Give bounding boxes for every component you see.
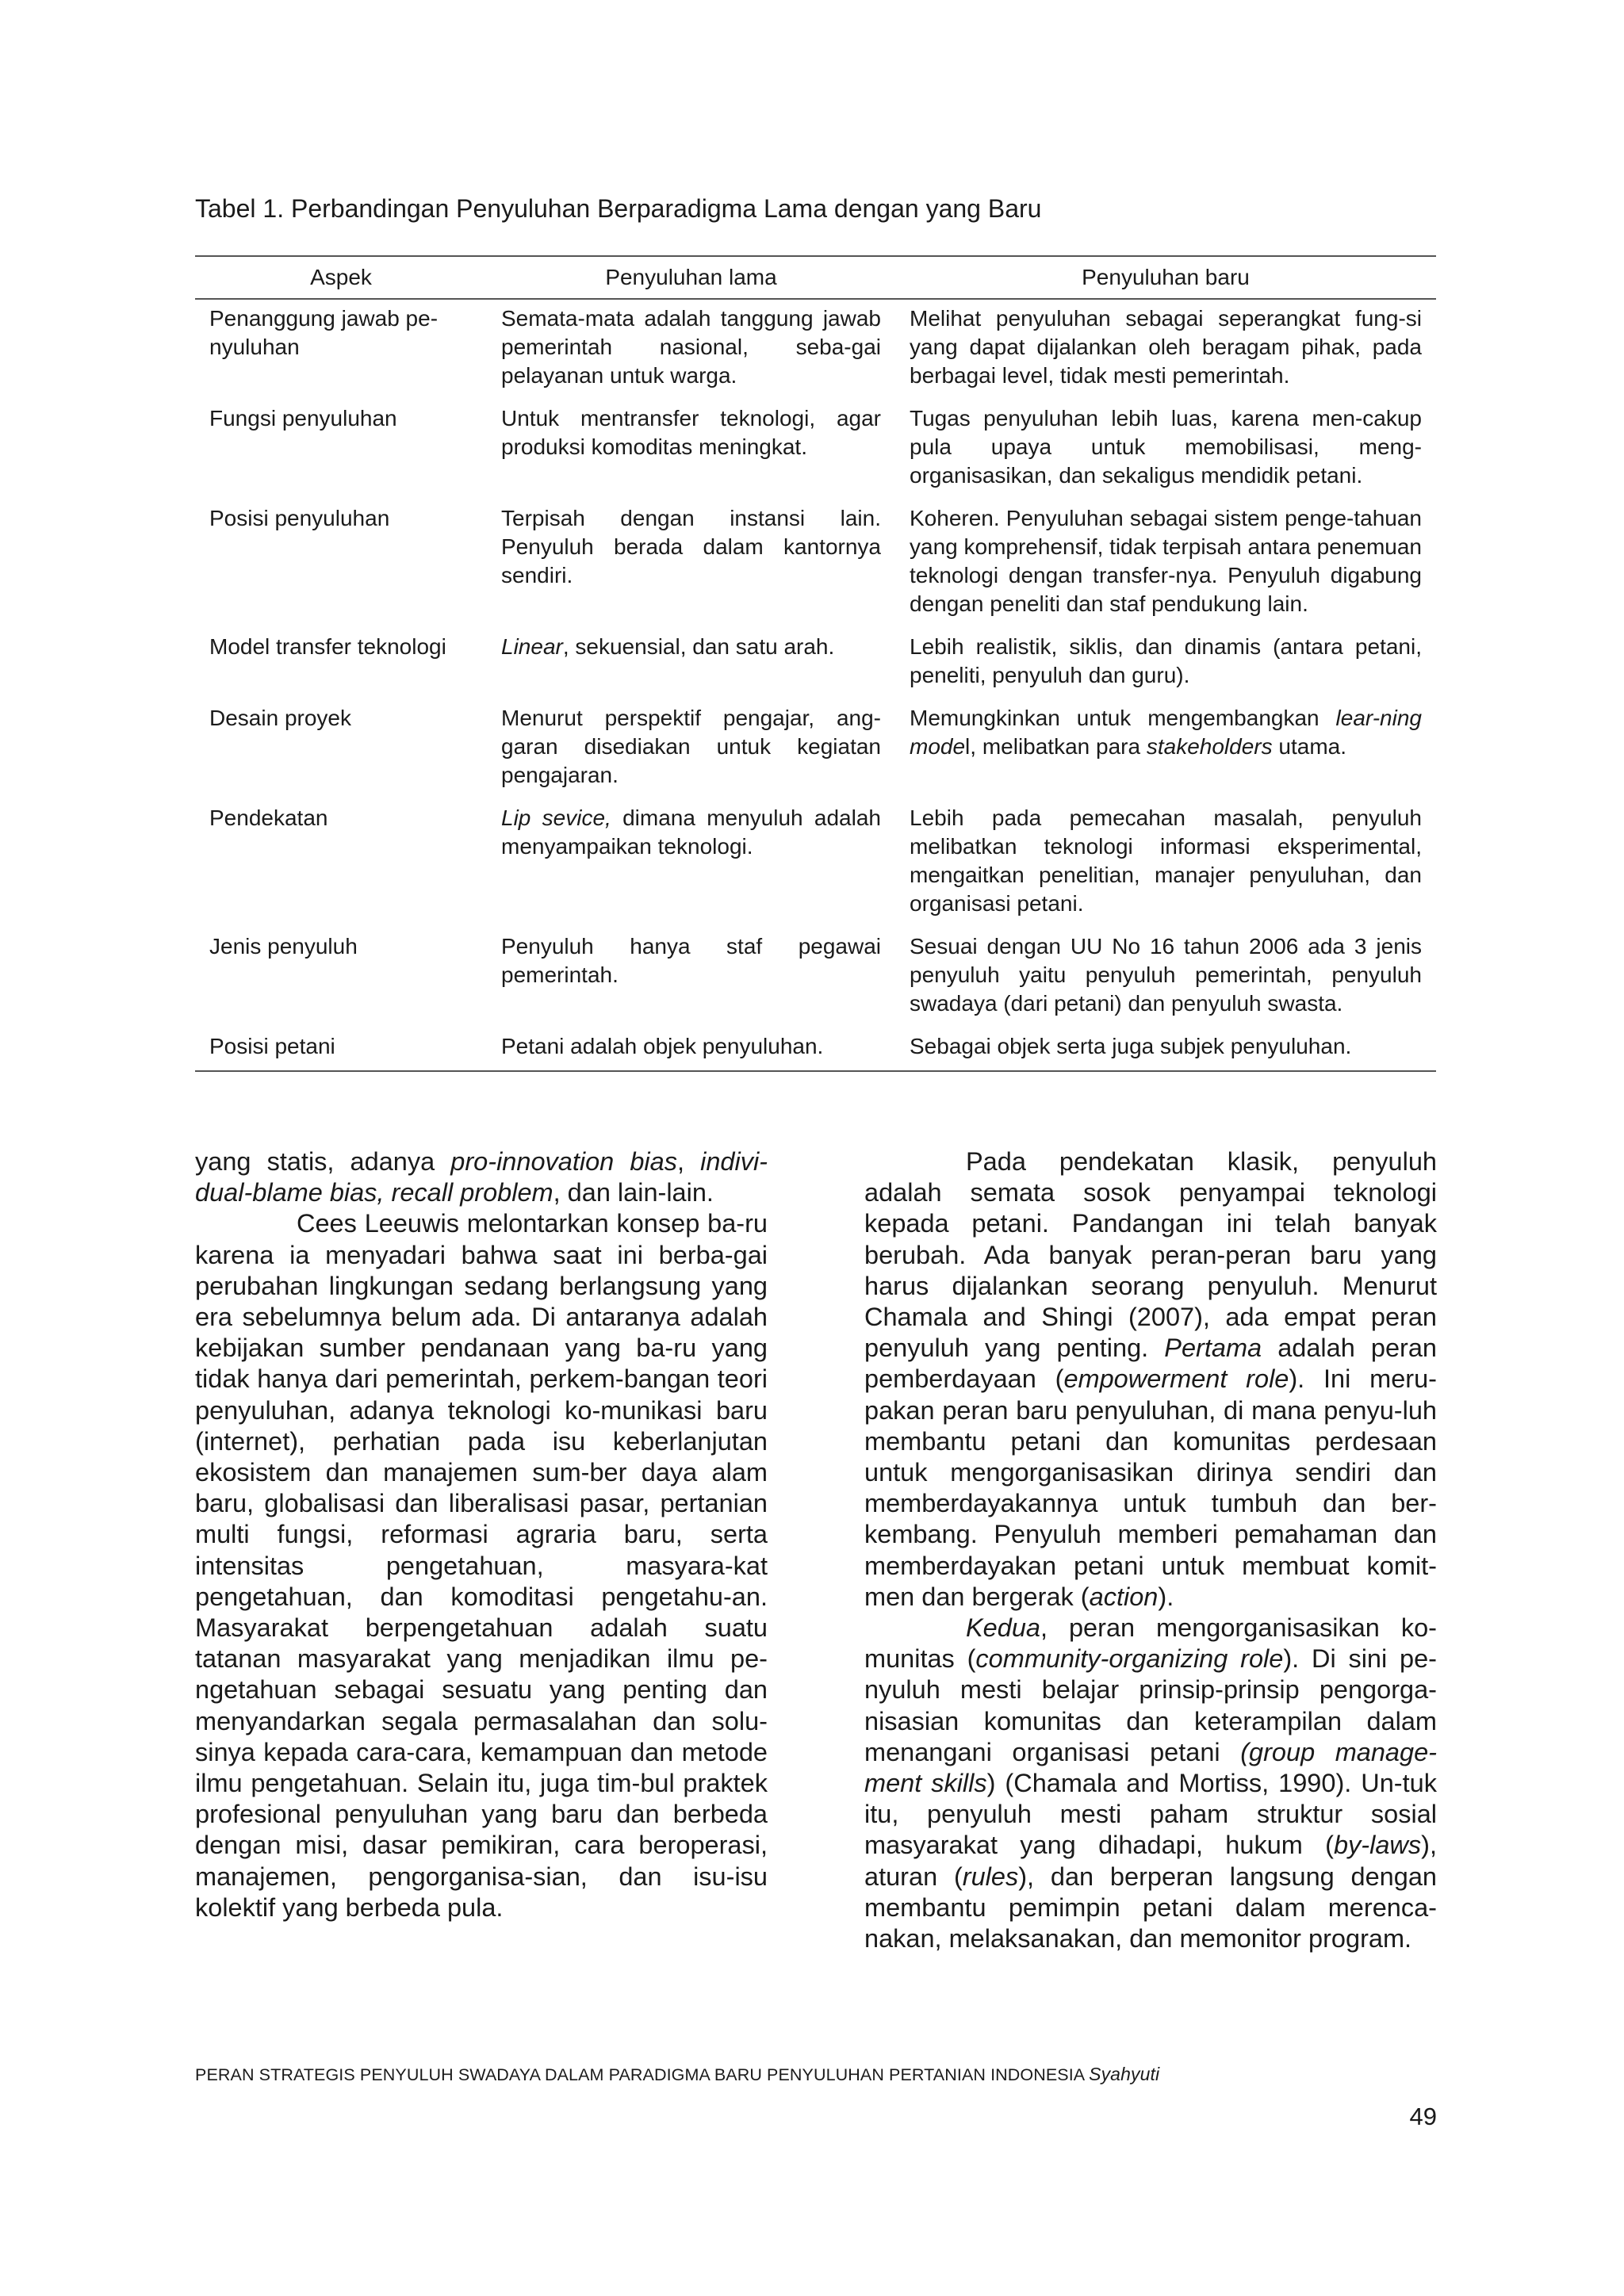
cell-text: Memungkinkan untuk mengembangkan: [910, 706, 1336, 730]
italic-term: (group manage-ment skills: [864, 1737, 1437, 1798]
cell-text: , sekuensial, dan satu arah.: [562, 634, 835, 659]
cell-baru: Koheren. Penyuluhan sebagai sistem penge-tahuan yang komprehensif, tidak terpisah antara penemuan teknologi dengan transfer-nya. Penyuluh digabung dengan peneliti dan staf pendukung lain.: [910, 506, 1422, 616]
table-row: [195, 499, 1436, 628]
cell-aspek: Penanggung jawab pe-nyuluhan: [209, 306, 439, 359]
cell-lama: Penyuluh hanya staf pegawai pemerintah.: [501, 934, 881, 987]
cell-baru: Sebagai objek serta juga subjek penyuluhan.: [895, 1027, 1436, 1071]
italic-term: empowerment role: [1063, 1364, 1289, 1394]
cell-aspek: Model transfer teknologi: [209, 634, 446, 659]
italic-term: pro-innovation bias: [450, 1147, 677, 1176]
table-row: [195, 799, 1436, 928]
text-run: ), dan berperan langsung dengan membantu pemimpin petani dalam merenca-nakan, melaksanakan, dan memonitor program.: [864, 1862, 1437, 1954]
text-run: , dan lain-lain.: [553, 1178, 714, 1207]
text-run: , peran mengorganisasikan ko-munitas (: [864, 1613, 1437, 1674]
left-column: [195, 1146, 768, 1923]
table-row: [195, 628, 1436, 699]
italic-term: action: [1089, 1582, 1159, 1611]
italic-term: Kedua: [966, 1613, 1040, 1643]
text-run: ). Ini meru-pakan peran baru penyuluhan, di mana penyu-luh membantu petani dan komunitas perdesaan untuk mengorganisasikan dirinya sendiri dan memberdayakannya untuk tumbuh dan ber-kembang. Penyuluh memberi pemahaman dan memberdayakan petani untuk membuat komit-men dan bergerak (: [864, 1364, 1437, 1611]
cell-lama: [487, 799, 895, 928]
text-run: ) (Chamala and Mortiss, 1990). Un-tuk itu, penyuluh mesti paham struktur sosial masyarakat yang dihadapi, hukum (: [864, 1769, 1437, 1860]
cell-text: dimana menyuluh adalah menyampaikan teknologi.: [501, 806, 881, 859]
table-row: [195, 928, 1436, 1027]
paragraph: [864, 1613, 1437, 1954]
text-run: Pada pendekatan klasik, penyuluh adalah semata sosok penyampai teknologi kepada petani. Pandangan ini telah banyak berubah. Ada banyak peran-peran baru yang harus dijalankan seorang penyuluh. Menurut Chamala and Shingi (2007), ada empat peran penyuluh yang penting.: [864, 1147, 1437, 1363]
table-row: [195, 400, 1436, 499]
header-aspek: Aspek: [195, 256, 487, 299]
cell-lama: Untuk mentransfer teknologi, agar produksi komoditas meningkat.: [501, 406, 881, 459]
italic-term: stakeholders: [1146, 734, 1273, 759]
cell-aspek: Posisi penyuluhan: [209, 506, 390, 530]
cell-baru: Melihat penyuluhan sebagai seperangkat fung-si yang dapat dijalankan oleh beragam pihak, pada berbagai level, tidak mesti pemerintah.: [910, 306, 1422, 388]
header-penyuluhan-lama: Penyuluhan lama: [487, 256, 895, 299]
cell-text: utama.: [1272, 734, 1346, 759]
text-run: yang statis, adanya: [195, 1147, 451, 1176]
paragraph: [864, 1146, 1437, 1613]
cell-aspek: Posisi petani: [195, 1027, 487, 1071]
running-title: PERAN STRATEGIS PENYULUH SWADAYA DALAM PARADIGMA BARU PENYULUHAN PERTANIAN INDONESIA: [195, 2065, 1090, 2084]
cell-lama: [487, 628, 895, 699]
header-penyuluhan-baru: Penyuluhan baru: [895, 256, 1436, 299]
italic-term: rules: [962, 1862, 1019, 1891]
paragraph: [195, 1146, 768, 1208]
text-run: adalah peran pemberdayaan (: [864, 1334, 1438, 1394]
right-column: [864, 1146, 1437, 1954]
page-number: 49: [1409, 2103, 1437, 2130]
running-footer: [195, 2063, 1159, 2086]
cell-aspek: Desain proyek: [209, 706, 351, 730]
cell-lama: Terpisah dengan instansi lain. Penyuluh berada dalam kantornya sendiri.: [501, 506, 881, 587]
italic-term: indivi-dual-blame bias, recall problem: [195, 1147, 768, 1207]
paragraph: Cees Leeuwis melontarkan konsep ba-ru karena ia menyadari bahwa saat ini berba-gai perubahan lingkungan sedang berlangsung yang era sebelumnya belum ada. Di antaranya adalah kebijakan sumber pendanaan yang ba-ru yang tidak hanya dari pemerintah, perkem-bangan teori penyuluhan, adanya teknologi ko-munikasi baru (internet), perhatian pada isu keberlanjutan ekosistem dan manajemen sum-ber daya alam baru, globalisasi dan liberalisasi pasar, pertanian multi fungsi, reformasi agraria baru, serta intensitas pengetahuan, masyara-kat pengetahuan, dan komoditasi pengetahu-an. Masyarakat berpengetahuan adalah suatu tatanan masyarakat yang menjadikan ilmu pe-ngetahuan sebagai sesuatu yang penting dan menyandarkan segala permasalahan dan solu-sinya kepada cara-cara, kemampuan dan metode ilmu pengetahuan. Selain itu, juga tim-bul praktek profesional penyuluhan yang baru dan berbeda dengan misi, dasar pemikiran, cara beroperasi, manajemen, pengorganisa-sian, dan isu-isu kolektif yang berbeda pula.: [195, 1209, 768, 1922]
text-run: ).: [1158, 1582, 1174, 1611]
table-row: [195, 699, 1436, 799]
text-run: ,: [676, 1147, 701, 1176]
text-run: ), aturan (: [864, 1831, 1437, 1891]
cell-baru: Lebih pada pemecahan masalah, penyuluh melibatkan teknologi informasi eksperimental, mengaitkan penelitian, manajer penyuluhan, dan organisasi petani.: [910, 806, 1422, 916]
cell-aspek: Pendekatan: [209, 806, 328, 830]
cell-aspek: Fungsi penyuluhan: [209, 406, 397, 430]
author-name: Syahyuti: [1089, 2064, 1160, 2084]
cell-baru: Tugas penyuluhan lebih luas, karena men-cakup pula upaya untuk memobilisasi, meng-organisasikan, dan sekaligus mendidik petani.: [910, 406, 1422, 488]
italic-term: lear-ning mode: [910, 706, 1422, 759]
italic-term: by-laws: [1333, 1831, 1422, 1860]
cell-lama: Semata-mata adalah tanggung jawab pemerintah nasional, seba-gai pelayanan untuk warga.: [501, 306, 881, 388]
table-row: [195, 299, 1436, 400]
comparison-table: [195, 255, 1436, 1072]
table-caption: Tabel 1. Perbandingan Penyuluhan Berparadigma Lama dengan yang Baru: [195, 194, 1042, 223]
italic-term: Lip sevice,: [501, 806, 611, 830]
text-run: ). Di sini pe-nyuluh mesti belajar prinsip-prinsip pengorga-nisasian komunitas dan keterampilan dalam menangani organisasi petani: [864, 1644, 1437, 1766]
cell-aspek: Jenis penyuluh: [209, 934, 358, 959]
cell-baru: Lebih realistik, siklis, dan dinamis (antara petani, peneliti, penyuluh dan guru).: [910, 634, 1422, 687]
cell-baru: Sesuai dengan UU No 16 tahun 2006 ada 3 jenis penyuluh yaitu penyuluh pemerintah, penyuluh swadaya (dari petani) dan penyuluh swasta.: [910, 934, 1422, 1016]
italic-term: Pertama: [1164, 1334, 1262, 1363]
cell-lama: Petani adalah objek penyuluhan.: [487, 1027, 895, 1071]
cell-text: l, melibatkan para: [965, 734, 1147, 759]
italic-term: community-organizing role: [975, 1644, 1284, 1674]
table-header-row: [195, 256, 1436, 299]
cell-lama: Menurut perspektif pengajar, ang-garan disediakan untuk kegiatan pengajaran.: [501, 706, 881, 787]
italic-term: Linear: [501, 634, 563, 659]
cell-baru: [895, 699, 1436, 799]
table-row: [195, 1027, 1436, 1071]
